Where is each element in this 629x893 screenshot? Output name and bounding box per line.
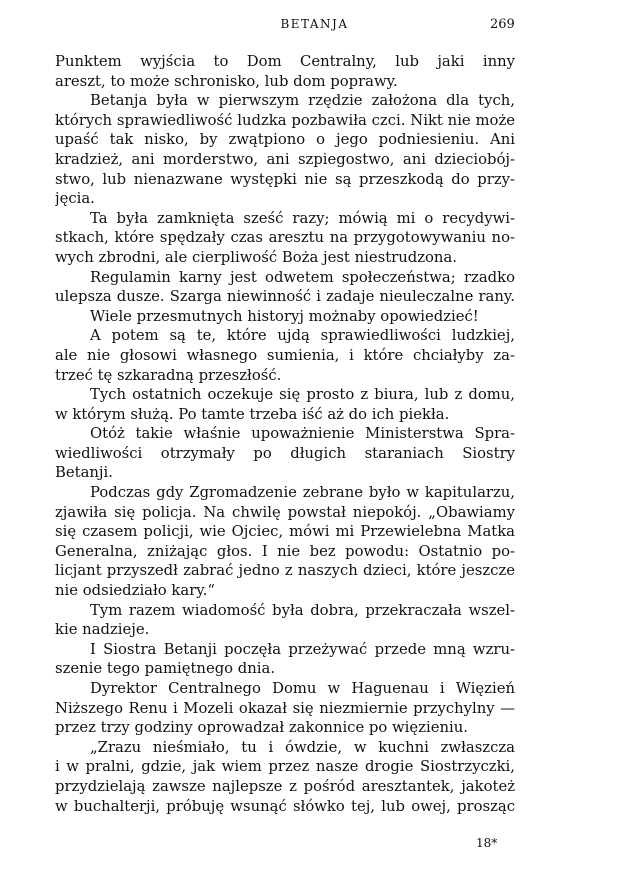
- text-line: Generalna, zniżając głos. I nie bez powodu: Ostatnio po-: [55, 542, 515, 560]
- text-line: stkach, które spędzały czas aresztu na przygotowywaniu no-: [55, 229, 515, 247]
- text-line: kradzież, ani morderstwo, ani szpiegostwo, ani dzieciobój-: [55, 150, 515, 168]
- body-text: [55, 52, 515, 816]
- text-line: Betanja była w pierwszym rzędzie założona dla tych,: [90, 92, 515, 110]
- text-line: stwo, lub nienazwane występki nie są przeszkodą do przy-: [55, 170, 515, 188]
- text-line: w buchalterji, próbuję wsunąć słówko tej, lub owej, prosząc: [55, 797, 515, 815]
- text-line: w którym służą. Po tamte trzeba iść aż do ich piekła.: [55, 405, 450, 423]
- text-line: zjawiła się policja. Na chwilę powstał niepokój. „Obawiamy: [55, 503, 515, 521]
- text-line: ulepsza dusze. Szarga niewinność i zadaje nieuleczalne rany.: [55, 288, 515, 306]
- text-line: Otóż takie właśnie upoważnienie Ministerstwa Spra-: [90, 425, 515, 443]
- running-title: BETANJA: [280, 17, 349, 31]
- text-line: Regulamin karny jest odwetem społeczeństwa; rzadko: [90, 268, 515, 286]
- text-line: ale nie głosowi własnego sumienia, i które chciałyby za-: [55, 346, 515, 364]
- text-line: „Zrazu nieśmiało, tu i ówdzie, w kuchni zwłaszcza: [90, 738, 515, 756]
- text-line: trzeć tę szkaradną przeszłość.: [55, 366, 282, 384]
- text-line: Betanji.: [55, 464, 113, 482]
- text-line: Ta była zamknięta sześć razy; mówią mi o recydywi-: [90, 209, 515, 227]
- page-number: 269: [490, 17, 515, 32]
- text-line: szenie tego pamiętnego dnia.: [55, 660, 276, 678]
- printer-signature: 18*: [476, 836, 498, 850]
- text-line: Dyrektor Centralnego Domu w Haguenau i Więzień: [90, 680, 515, 697]
- text-line: I Siostra Betanji poczęła przeżywać przede mną wzru-: [90, 640, 515, 658]
- text-line: wych zbrodni, ale cierpliwość Boża jest niestrudzona.: [55, 248, 457, 266]
- text-line: przez trzy godziny oprowadzał zakonnice po więzieniu.: [55, 719, 468, 737]
- page-header: [0, 17, 629, 37]
- text-line: kie nadzieje.: [55, 621, 150, 639]
- text-line: nie odsiedziało kary.“: [55, 582, 215, 600]
- text-line: Wiele przesmutnych historyj możnaby opowiedzieć!: [90, 307, 479, 325]
- text-line: wiedliwości otrzymały po długich staraniach Siostry: [55, 444, 515, 462]
- text-line: Tym razem wiadomość była dobra, przekraczała wszel-: [90, 601, 515, 619]
- text-line: których sprawiedliwość ludzka pozbawiła czci. Nikt nie może: [55, 111, 515, 129]
- text-line: upaść tak nisko, by zwątpiono o jego podniesieniu. Ani: [55, 131, 515, 149]
- text-line: A potem są te, które ujdą sprawiedliwości ludzkiej,: [90, 327, 515, 345]
- text-line: licjant przyszedł zabrać jedno z naszych dzieci, które jeszcze: [55, 562, 515, 580]
- text-line: Podczas gdy Zgromadzenie zebrane było w kapitularzu,: [90, 484, 515, 502]
- text-line: Niższego Renu i Mozeli okazał się niezmiernie przychylny —: [55, 699, 515, 717]
- text-line: się czasem policji, wie Ojciec, mówi mi Przewielebna Matka: [55, 523, 515, 541]
- text-line: i w pralni, gdzie, jak wiem przez nasze drogie Siostrzyczki,: [55, 758, 515, 776]
- text-line: areszt, to może schronisko, lub dom poprawy.: [55, 72, 398, 90]
- text-line: Punktem wyjścia to Dom Centralny, lub jaki inny: [55, 53, 515, 70]
- text-line: jęcia.: [55, 190, 95, 208]
- text-line: przydzielają zawsze najlepsze z pośród aresztantek, jakoteż: [55, 777, 515, 795]
- text-line: Tych ostatnich oczekuje się prosto z biura, lub z domu,: [90, 386, 515, 404]
